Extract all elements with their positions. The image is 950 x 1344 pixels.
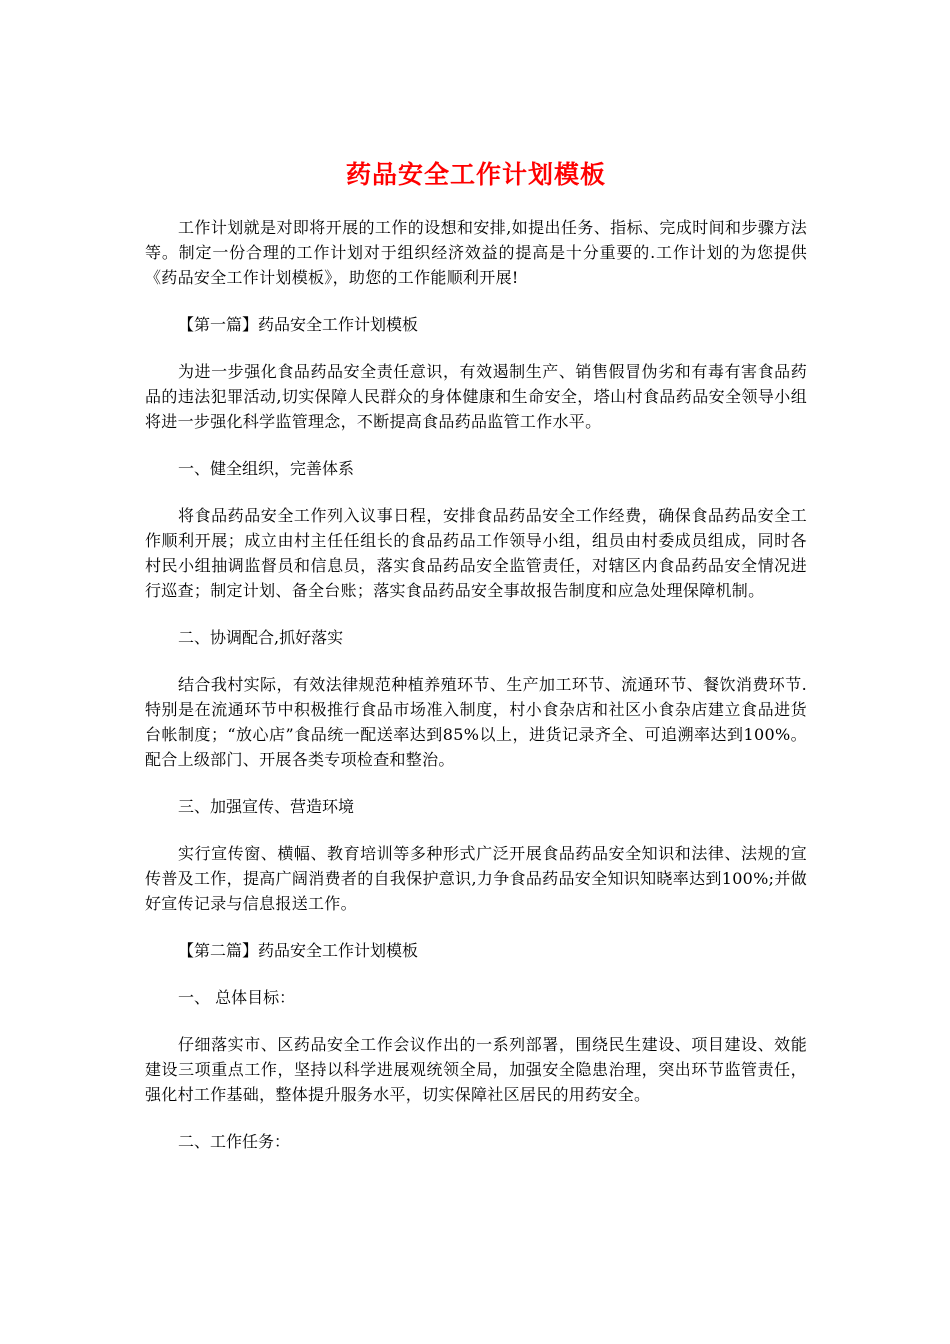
part1-section3-heading: 三、加强宣传、营造环境 bbox=[178, 797, 355, 816]
intro-paragraph: 工作计划就是对即将开展的工作的设想和安排,如提出任务、指标、完成时间和步骤方法等。制定一份合理的工作计划对于组织经济效益的提高是十分重要的.工作计划的为您提供《药品安全工作计划模板》，助您的工作能顺利开展! bbox=[145, 218, 807, 287]
part1-section1-paragraph: 将食品药品安全工作列入议事日程，安排食品药品安全工作经费，确保食品药品安全工作顺利开展；成立由村主任任组长的食品药品工作领导小组，组员由村委成员组成，同时各村民小组抽调监督员和信息员，落实食品药品安全监管责任，对辖区内食品药品安全情况进行巡查；制定计划、备全台账；落实食品药品安全事故报告制度和应急处理保障机制。 bbox=[145, 506, 807, 600]
part2-section2-heading: 二、工作任务： bbox=[178, 1132, 291, 1151]
part1-heading: 【第一篇】药品安全工作计划模板 bbox=[178, 315, 419, 334]
document-page bbox=[145, 150, 807, 1176]
part1-section2-heading: 二、协调配合,抓好落实 bbox=[178, 628, 344, 647]
part2-heading: 【第二篇】药品安全工作计划模板 bbox=[178, 941, 419, 960]
part1-section2-paragraph: 结合我村实际，有效法律规范种植养殖环节、生产加工环节、流通环节、餐饮消费环节.特别是在流通环节中积极推行食品市场准入制度，村小食杂店和社区小食杂店建立食品进货台帐制度；“放心店”食品统一配送率达到85%以上，进货记录齐全、可追溯率达到100%。配合上级部门、开展各类专项检查和整治。 bbox=[145, 675, 807, 769]
part1-paragraph: 为进一步强化食品药品安全责任意识，有效遏制生产、销售假冒伪劣和有毒有害食品药品的违法犯罪活动,切实保障人民群众的身体健康和生命安全，塔山村食品药品安全领导小组将进一步强化科学监管理念，不断提高食品药品监管工作水平。 bbox=[145, 362, 807, 431]
part1-section3-paragraph: 实行宣传窗、横幅、教育培训等多种形式广泛开展食品药品安全知识和法律、法规的宣传普及工作，提高广阔消费者的自我保护意识,力争食品药品安全知识知晓率达到100%;并做好宣传记录与信息报送工作。 bbox=[145, 844, 807, 913]
part2-section1-heading: 一、 总体目标： bbox=[178, 988, 296, 1007]
part1-section1-heading: 一、健全组织，完善体系 bbox=[178, 459, 355, 478]
document-title: 药品安全工作计划模板 bbox=[345, 160, 606, 189]
part2-section1-paragraph: 仔细落实市、区药品安全工作会议作出的一系列部署，围绕民生建设、项目建设、效能建设三项重点工作，坚持以科学进展观统领全局，加强安全隐患治理，突出环节监管责任，强化村工作基础，整体提升服务水平，切实保障社区居民的用药安全。 bbox=[145, 1035, 807, 1104]
